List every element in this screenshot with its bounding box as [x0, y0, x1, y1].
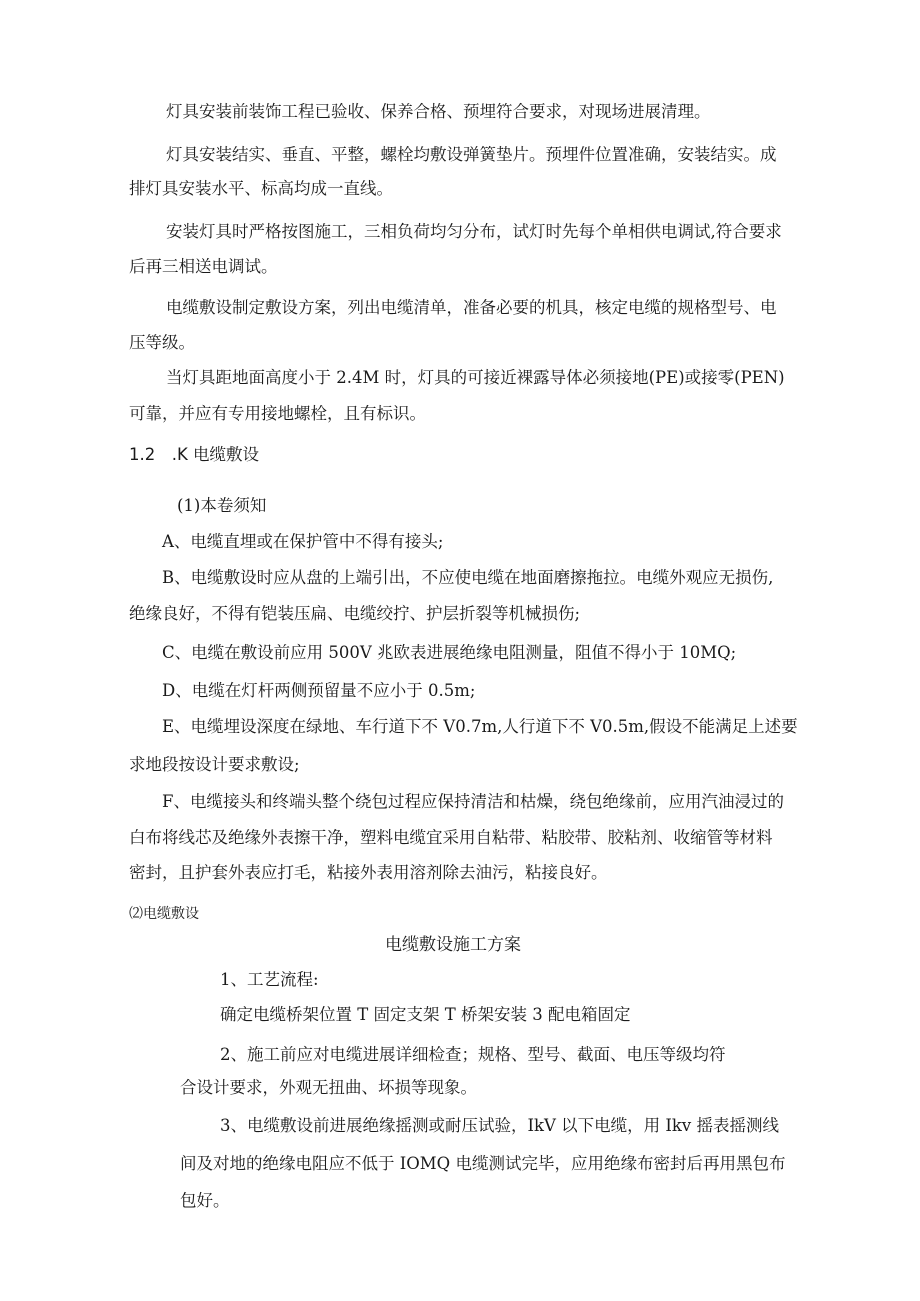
subsection-heading: (1)本卷须知 — [177, 496, 267, 515]
plan-title: 电缆敷设施工方案 — [385, 935, 521, 955]
step-heading: 3、电缆敷设前进展绝缘摇测或耐压试验，IkV 以下电缆，用 Ikv 摇表摇测线 — [220, 1116, 780, 1135]
section-heading: 1.2 .K 电缆敷设 — [129, 445, 260, 464]
subsection-heading: ⑵电缆敷设 — [129, 906, 199, 922]
paragraph-line: 当灯具距地面高度小于 2.4M 时，灯具的可接近裸露导体必须接地(PE)或接零(PEN) — [166, 368, 785, 387]
list-item-continuation: 求地段按设计要求敷设; — [129, 755, 300, 774]
list-item: D、电缆在灯杆两侧预留量不应小于 0.5m; — [162, 681, 476, 700]
paragraph-line: 压等级。 — [129, 333, 195, 352]
paragraph-line: 后再三相送电调试。 — [129, 257, 278, 276]
paragraph-line: 排灯具安装水平、标高均成一直线。 — [129, 179, 393, 198]
step-heading: 1、工艺流程: — [220, 970, 319, 989]
list-item: B、电缆敷设时应从盘的上端引出，不应使电缆在地面磨擦拖拉。电缆外观应无损伤, — [162, 568, 774, 587]
list-item-continuation: 绝缘良好，不得有铠装压扁、电缆绞拧、护层折裂等机械损伤; — [129, 604, 581, 623]
list-item: E、电缆埋设深度在绿地、车行道下不 V0.7m,人行道下不 V0.5m,假设不能满足上述要 — [162, 717, 798, 736]
list-item-continuation: 白布将线芯及绝缘外表擦干净，塑料电缆宜采用自粘带、粘胶带、胶粘剂、收缩管等材料 — [129, 828, 773, 847]
paragraph-line: 安装灯具时严格按图施工，三相负荷均匀分布，试灯时先每个单相供电调试,符合要求 — [166, 222, 782, 241]
list-item: F、电缆接头和终端头整个绕包过程应保持清洁和枯燥，绕包绝缘前，应用汽油浸过的 — [162, 792, 784, 811]
step-continuation: 合设计要求，外观无扭曲、坏损等现象。 — [180, 1078, 477, 1097]
process-flow: 确定电缆桥架位置 T 固定支架 T 桥架安装 3 配电箱固定 — [220, 1005, 631, 1024]
list-item: C、电缆在敷设前应用 500V 兆欧表进展绝缘电阻测量，阻值不得小于 10MQ; — [162, 643, 737, 662]
paragraph-line: 可靠，并应有专用接地螺栓，且有标识。 — [129, 404, 426, 423]
list-item: A、电缆直埋或在保护管中不得有接头; — [162, 532, 444, 551]
paragraph-line: 电缆敷设制定敷设方案，列出电缆清单，准备必要的机具，核定电缆的规格型号、电 — [166, 298, 777, 317]
step-heading: 2、施工前应对电缆进展详细检查；规格、型号、截面、电压等级均符 — [220, 1045, 726, 1064]
paragraph-line: 灯具安装结实、垂直、平整，螺栓均敷设弹簧垫片。预埋件位置准确，安装结实。成 — [166, 145, 777, 164]
step-continuation: 间及对地的绝缘电阻应不低于 IOMQ 电缆测试完毕，应用绝缘布密封后再用黑包布 — [180, 1154, 786, 1173]
step-continuation: 包好。 — [180, 1191, 230, 1210]
list-item-continuation: 密封，且护套外表应打毛，粘接外表用溶剂除去油污，粘接良好。 — [129, 863, 608, 882]
paragraph-line: 灯具安装前装饰工程已验收、保养合格、预埋符合要求，对现场进展清理。 — [166, 102, 711, 121]
